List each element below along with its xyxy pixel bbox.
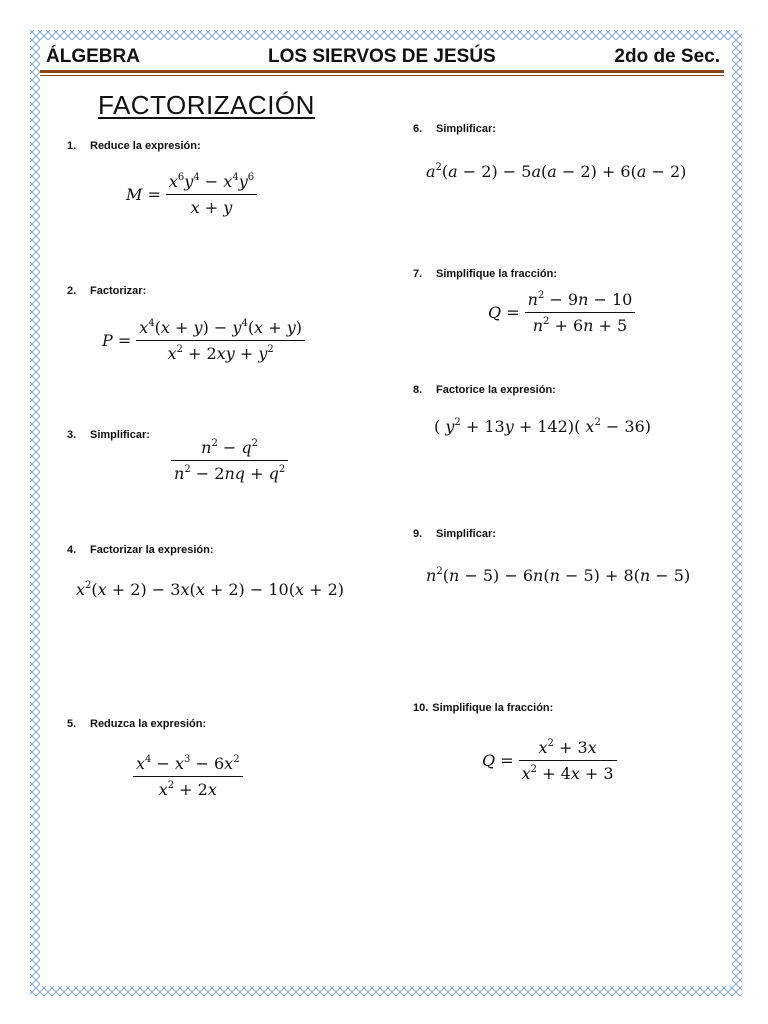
fraction-numerator: $n^2 - 9n - 10$	[527, 290, 633, 309]
formula-expression: $n^2(n - 5) - 6n(n - 5) + 8(n - 5)$	[426, 566, 691, 585]
fraction-numerator: $x^4 - x^3 - 6x^2$	[136, 754, 240, 773]
problem-3-formula	[168, 438, 291, 483]
problem-instruction: Simplifique la fracción:	[432, 702, 554, 714]
fraction	[519, 738, 617, 783]
problem-3-label	[67, 429, 150, 441]
problem-5-formula	[130, 754, 246, 799]
fraction-denominator: x + y	[190, 198, 233, 217]
problem-8-label	[413, 384, 556, 396]
fraction	[136, 318, 305, 363]
fraction-denominator: $n^2 - 2nq + q^2$	[174, 464, 286, 483]
formula-expression: $a^2(a - 2) - 5a(a - 2) + 6(a - 2)$	[426, 162, 687, 181]
problem-number: 2.	[67, 285, 77, 297]
problem-number: 10.	[413, 702, 429, 714]
problem-instruction: Simplifique la fracción:	[436, 268, 558, 280]
fraction	[171, 438, 288, 483]
problem-9-label	[413, 528, 496, 540]
problem-instruction: Simplificar:	[436, 123, 496, 135]
problem-instruction: Reduzca la expresión:	[90, 718, 207, 730]
problem-1-label	[67, 140, 201, 152]
problem-4-label	[67, 544, 214, 556]
problem-number: 6.	[413, 123, 423, 135]
problem-number: 7.	[413, 268, 423, 280]
problem-number: 8.	[413, 384, 423, 396]
fraction-numerator: $x^6y^4 - x^4y^6$	[168, 172, 255, 191]
formula-lhs: Q =	[482, 751, 514, 770]
problem-10-formula	[482, 738, 620, 783]
fraction	[166, 172, 257, 217]
fraction-numerator: $x^2 + 3x$	[538, 738, 597, 757]
problem-7-formula	[488, 290, 638, 335]
formula-lhs: M =	[126, 185, 161, 204]
problem-number: 1.	[67, 140, 77, 152]
problem-instruction: Reduce la expresión:	[90, 140, 201, 152]
problem-instruction: Factorizar la expresión:	[90, 544, 214, 556]
problem-number: 5.	[67, 718, 77, 730]
fraction-denominator: $x^2 + 4x + 3$	[521, 764, 614, 783]
fraction	[525, 290, 636, 335]
fraction-numerator: $x^4(x + y) - y^4(x + y)$	[139, 318, 302, 337]
header-rule	[40, 70, 724, 73]
problem-6-formula	[426, 162, 686, 181]
header-grade: 2do de Sec.	[614, 46, 720, 67]
fraction	[133, 754, 243, 799]
header-subject: ÁLGEBRA	[46, 46, 140, 67]
problem-5-label	[67, 718, 206, 730]
problem-6-label	[413, 123, 496, 135]
problem-instruction: Factorice la expresión:	[436, 384, 556, 396]
problem-number: 3.	[67, 429, 77, 441]
problem-10-label	[413, 702, 553, 714]
problem-4-formula	[76, 580, 344, 599]
fraction-numerator: $n^2 - q^2$	[201, 438, 259, 457]
fraction-denominator: $x^2 + 2x$	[158, 780, 217, 799]
problem-number: 4.	[67, 544, 77, 556]
problem-7-label	[413, 268, 557, 280]
problem-instruction: Simplificar:	[436, 528, 496, 540]
problem-instruction: Factorizar:	[90, 285, 147, 297]
formula-expression: ( $y^2 + 13y + 142$)( $x^2 - 36$)	[434, 417, 652, 436]
problem-8-formula	[434, 417, 651, 436]
problem-2-label	[67, 285, 146, 297]
problem-1-formula	[126, 172, 260, 217]
fraction-denominator: $n^2 + 6n + 5$	[532, 316, 628, 335]
problem-number: 9.	[413, 528, 423, 540]
formula-expression: $x^2(x + 2) - 3x(x + 2) - 10(x + 2)$	[76, 580, 344, 599]
page-title: FACTORIZACIÓN	[98, 90, 315, 120]
fraction-denominator: $x^2 + 2xy + y^2$	[167, 344, 274, 363]
header-rule-thin	[40, 75, 724, 76]
formula-lhs: P =	[102, 331, 132, 350]
formula-lhs: Q =	[488, 303, 520, 322]
problem-9-formula	[426, 566, 690, 585]
problem-instruction: Simplificar:	[90, 429, 150, 441]
problem-2-formula	[102, 318, 308, 363]
header-school: LOS SIERVOS DE JESÚS	[268, 46, 496, 67]
